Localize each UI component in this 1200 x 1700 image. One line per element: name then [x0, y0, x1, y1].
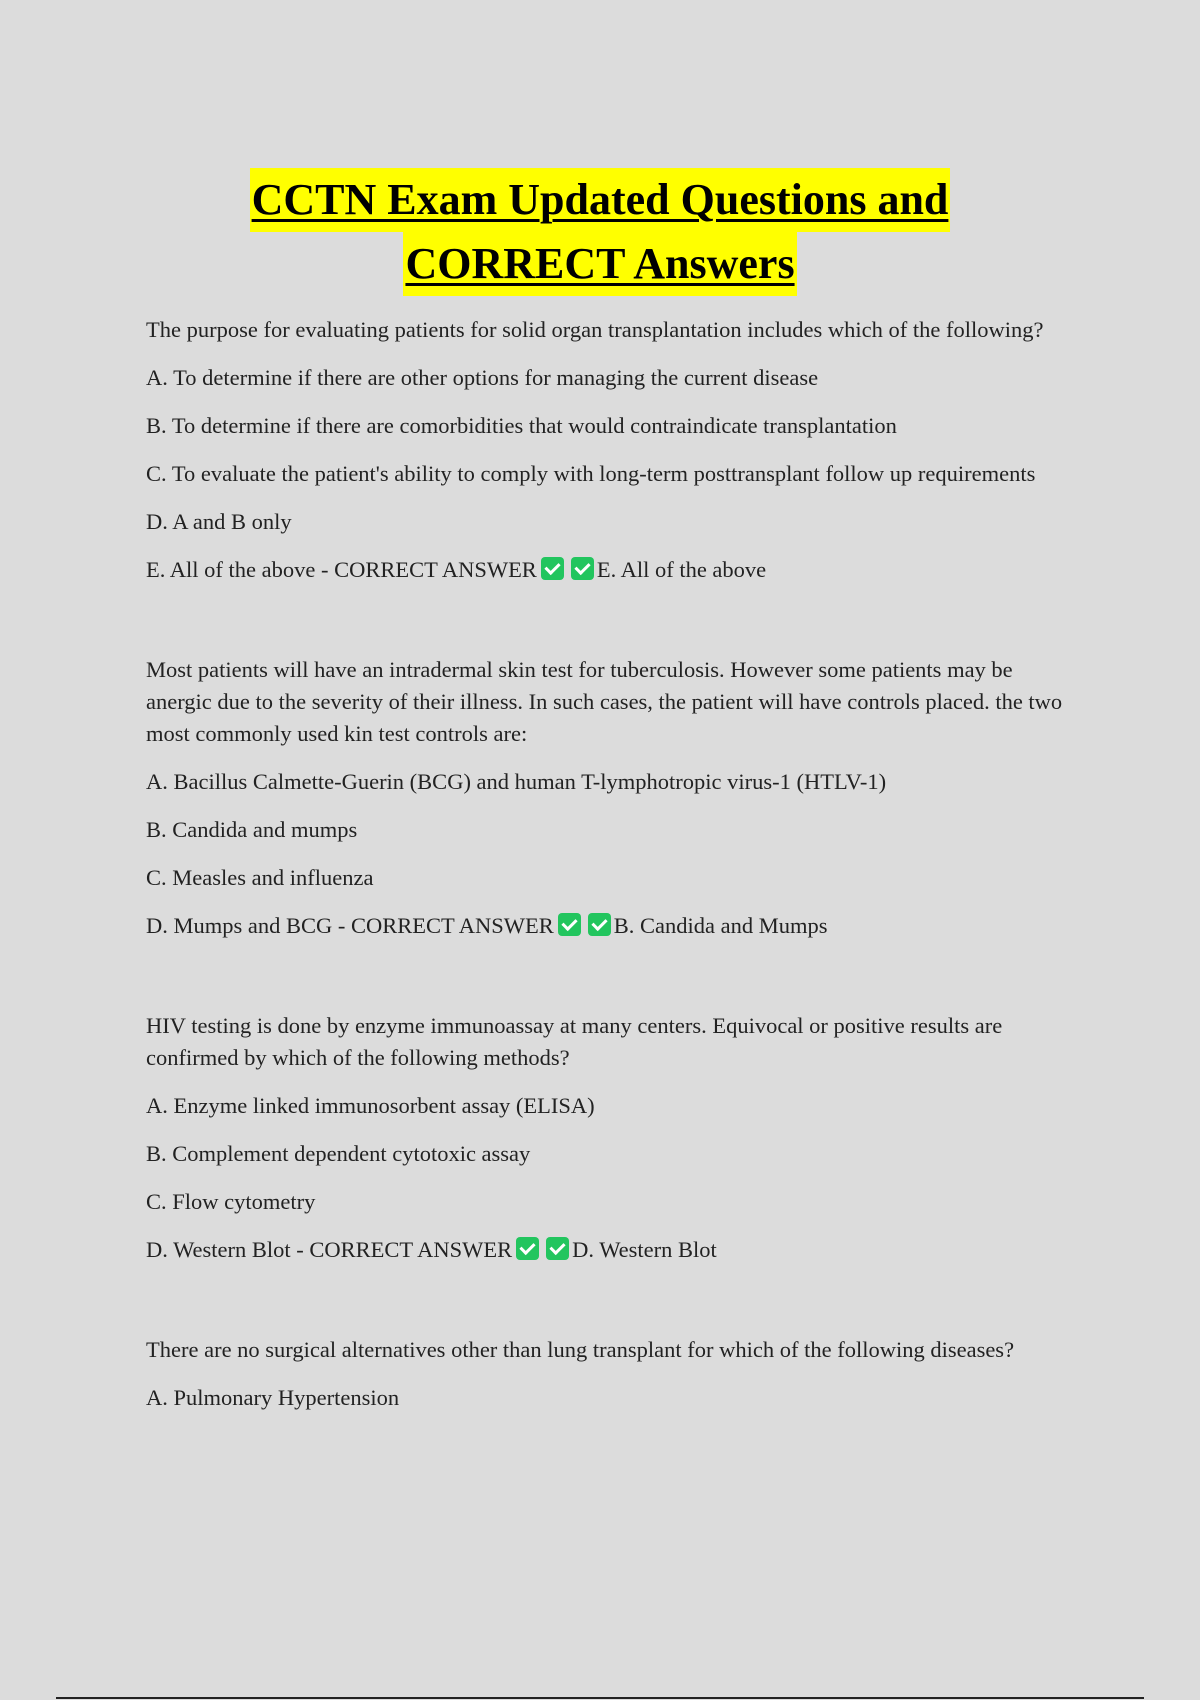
answer-option: B. Candida and mumps	[146, 817, 358, 842]
answer-option: C. Measles and influenza	[146, 865, 374, 890]
checkmark-icon	[571, 557, 594, 580]
spacer	[146, 586, 1066, 654]
correct-answer-line	[146, 554, 1066, 586]
question-block	[146, 1334, 1066, 1414]
correct-answer-prefix: D. Mumps and BCG - CORRECT ANSWER	[146, 913, 554, 938]
correct-answer-text: E. All of the above	[596, 557, 767, 582]
answer-option: A. Enzyme linked immunosorbent assay (ELISA)	[146, 1093, 595, 1118]
checkmark-icon	[546, 1237, 569, 1260]
spacer	[146, 1266, 1066, 1334]
question-prompt: There are no surgical alternatives other than lung transplant for which of the following diseases?	[146, 1337, 1015, 1362]
checkmark-icon	[588, 913, 611, 936]
question-block	[146, 1010, 1066, 1266]
spacer	[146, 942, 1066, 1010]
checkmark-icon	[516, 1237, 539, 1260]
checkmark-icon	[541, 557, 564, 580]
title-line-1: CCTN Exam Updated Questions and	[250, 168, 951, 232]
answer-option: A. Pulmonary Hypertension	[146, 1385, 400, 1410]
title-line-2: CORRECT Answers	[403, 232, 796, 296]
footer-divider	[56, 1697, 1144, 1699]
correct-answer-line	[146, 1234, 1066, 1266]
question-block	[146, 314, 1066, 586]
document-title	[0, 168, 1200, 296]
answer-option: C. Flow cytometry	[146, 1189, 316, 1214]
answer-option: B. To determine if there are comorbidities that would contraindicate transplantation	[146, 413, 897, 438]
answer-option: C. To evaluate the patient's ability to comply with long-term posttransplant follow up requirements	[146, 461, 1036, 486]
correct-answer-prefix: D. Western Blot - CORRECT ANSWER	[146, 1237, 513, 1262]
question-list	[146, 314, 1066, 1430]
correct-answer-line	[146, 910, 1066, 942]
answer-option: A. Bacillus Calmette-Guerin (BCG) and human T-lymphotropic virus-1 (HTLV-1)	[146, 769, 887, 794]
answer-option: A. To determine if there are other options for managing the current disease	[146, 365, 819, 390]
question-prompt: HIV testing is done by enzyme immunoassay at many centers. Equivocal or positive results are confirmed by which of the following methods?	[146, 1013, 1003, 1070]
question-block	[146, 654, 1066, 942]
question-prompt: The purpose for evaluating patients for solid organ transplantation includes which of the following?	[146, 317, 1044, 342]
answer-option: D. A and B only	[146, 509, 292, 534]
question-prompt: Most patients will have an intradermal skin test for tuberculosis. However some patients may be anergic due to the severity of their illness. In such cases, the patient will have controls placed. the two most commonly used kin test controls are:	[146, 657, 1063, 746]
answer-option: B. Complement dependent cytotoxic assay	[146, 1141, 531, 1166]
correct-answer-text: B. Candida and Mumps	[613, 913, 828, 938]
checkmark-icon	[558, 913, 581, 936]
correct-answer-prefix: E. All of the above - CORRECT ANSWER	[146, 557, 537, 582]
correct-answer-text: D. Western Blot	[572, 1237, 717, 1262]
